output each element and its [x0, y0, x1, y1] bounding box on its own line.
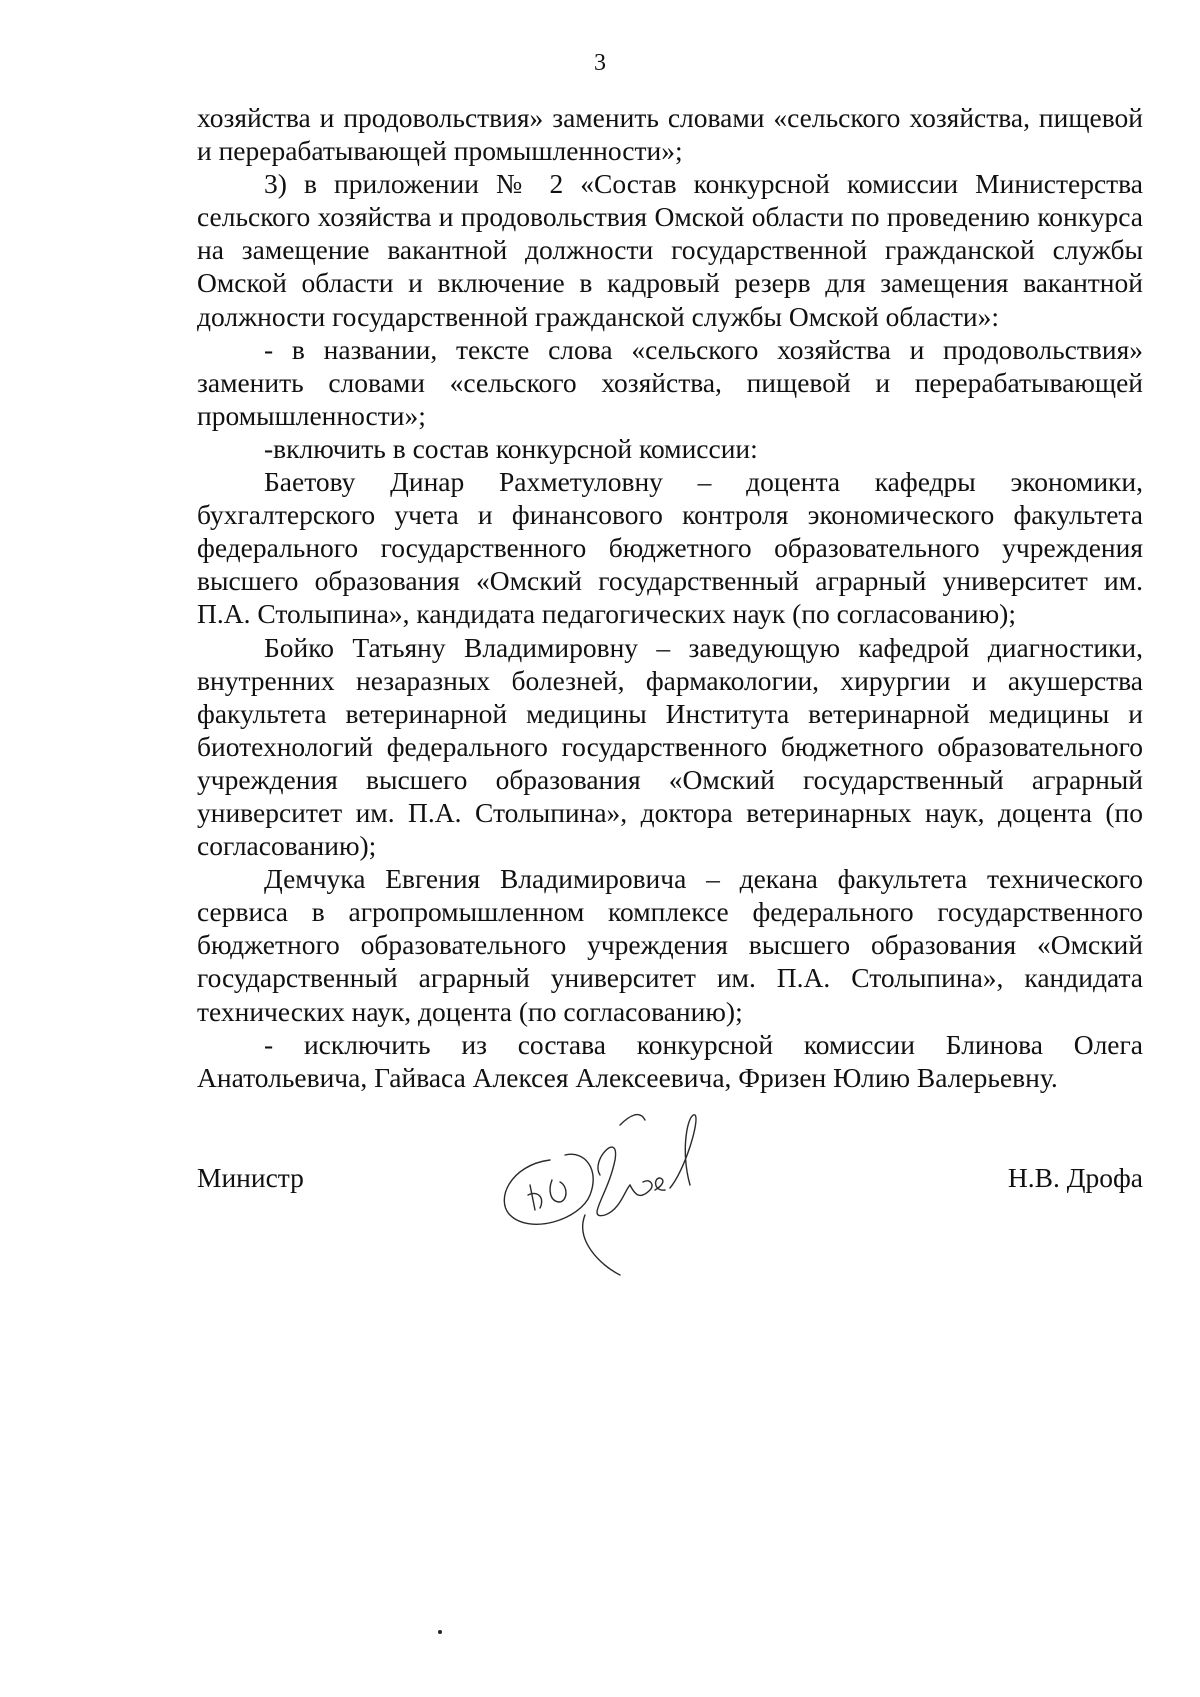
paragraph-include-heading: -включить в состав конкурсной комиссии: [264, 432, 758, 464]
paragraph-exclude: - исключить из состава конкурсной комиссии Блинова Олега Анатольевича, Гайваса Алексея Алексеевича, Фризен Юлию Валерьевну. [197, 1028, 1143, 1093]
paragraph-rename: - в названии, тексте слова «сельского хозяйства и продовольствия» заменить словами «сельского хозяйства, пищевой и перерабатывающей промышленности»; [197, 333, 1143, 431]
handwritten-signature [490, 1090, 730, 1280]
signatory-title: Министр [197, 1162, 304, 1193]
paragraph-member-demchuk: Демчука Евгения Владимировича – декана факультета технического сервиса в агропромышленном комплексе федерального государственного бюджетного образовательного учреждения высшего образования «Омский государственный аграрный университет им. П.А. Столыпина», кандидата технических наук, доцента (по согласованию); [197, 863, 1143, 1027]
paragraph-continuation: хозяйства и продовольствия» заменить словами «сельского хозяйства, пищевой и перерабатывающей промышленности»; [197, 102, 1143, 167]
paragraph-member-baetova: Баетову Динар Рахметуловну – доцента кафедры экономики, бухгалтерского учета и финансового контроля экономического факультета федерального государственного бюджетного образовательного учреждения высшего образования «Омский государственный аграрный университет им. П.А. Столыпина», кандидата педагогических наук (по согласованию); [197, 466, 1143, 630]
page-number: 3 [594, 50, 606, 76]
signatory-name: Н.В. Дрофа [1007, 1162, 1143, 1193]
scan-speck [438, 1630, 442, 1634]
paragraph-item-3: 3) в приложении № 2 «Состав конкурсной комиссии Министерства сельского хозяйства и продовольствия Омской области по проведению конкурса на замещение вакантной должности государственной гражданской службы Омской области и включение в кадровый резерв для замещения вакантной должности государственной гражданской службы Омской области»: [197, 168, 1143, 332]
document-body [197, 101, 1143, 1094]
paragraph-member-boyko: Бойко Татьяну Владимировну – заведующую кафедрой диагностики, внутренних незаразных болезней, фармакологии, хирургии и акушерства факультета ветеринарной медицины Института ветеринарной медицины и биотехнологий федерального государственного бюджетного образовательного учреждения высшего образования «Омский государственный аграрный университет им. П.А. Столыпина», доктора ветеринарных наук, доцента (по согласованию); [197, 631, 1143, 862]
